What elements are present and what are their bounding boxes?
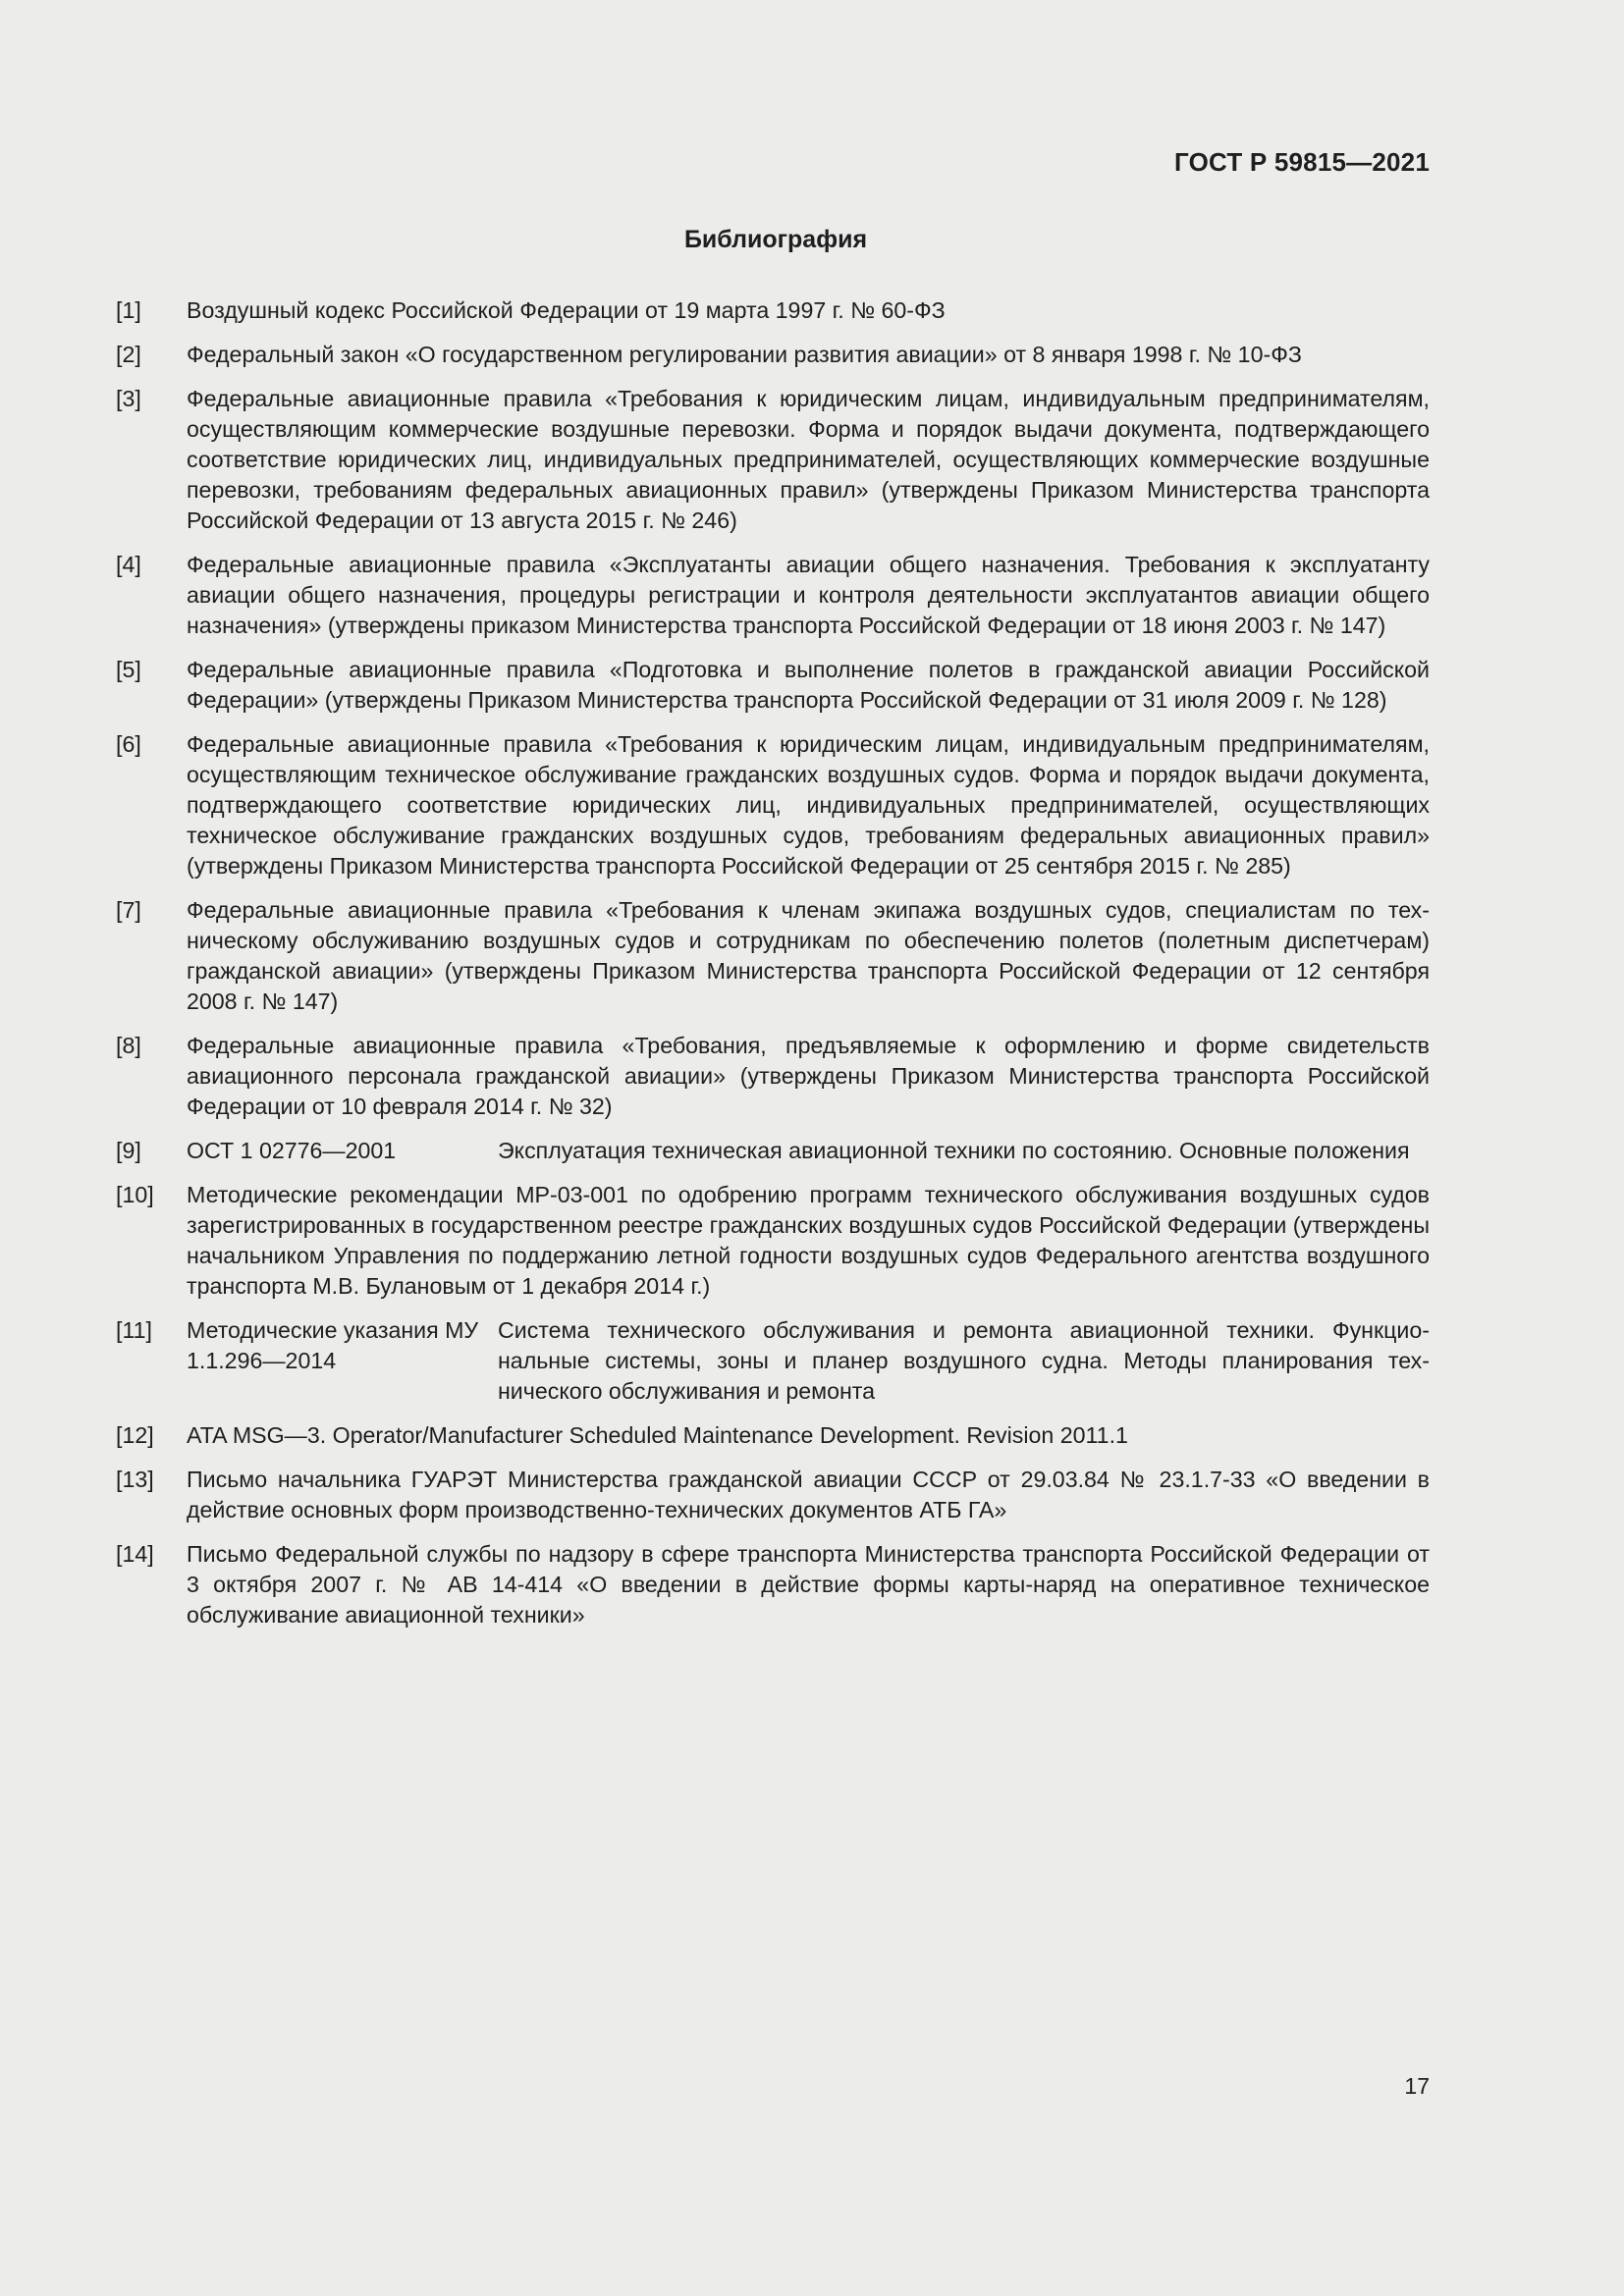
entry-number: [10]: [116, 1182, 154, 1207]
entry-designation: Методические указания МУ 1.1.296—2014: [187, 1317, 479, 1373]
bibliography-entry-3: [116, 384, 1430, 536]
entry-number: [9]: [116, 1138, 141, 1163]
entry-number: [14]: [116, 1541, 154, 1567]
bibliography-entry-13: [116, 1465, 1430, 1525]
section-title: Библиография: [683, 226, 868, 253]
entry-text: Федеральные авиационные правила «Требования к юридическим лицам, индивидуальным предпринимателям, осуществляющим техническое обслуживание гражданских воздушных судов. Форма и порядок выдачи документа, подтверждающего соответствие юридических лиц, индивидуальных предпринимателей, осуществляющих техническое обслуживание гражданских воздушных судов, требованиям федеральных авиационных правил» (утверждены Приказом Министерства транспорта Российской Федерации от 25 сентября 2015 г. № 285): [187, 731, 1430, 879]
entry-text: Федеральные авиационные правила «Требования, предъявляемые к оформлению и форме свидетельств авиационного персонала гражданской авиации» (утверждены Приказом Министерства транспорта Российской Федерации от 10 февраля 2014 г. № 32): [187, 1033, 1430, 1119]
entry-title: Система технического обслуживания и ремонта авиационной техники. Функциональные системы, зоны и планер воздушного судна. Методы планирования технического обслуживания и ремонта: [498, 1317, 1430, 1404]
bibliography-entry-1: [116, 295, 1430, 326]
entry-split: [187, 1315, 1430, 1407]
entry-text: Письмо Федеральной службы по надзору в сфере транспорта Министерства транспорта Российской Федерации от 3 октября 2007 г. № АВ 14-414 «О введении в действие формы карты-наряд на оперативное техническое обслуживание авиационной техники»: [187, 1541, 1430, 1628]
entry-text: Федеральные авиационные правила «Требования к юридическим лицам, индивидуальным предпринимателям, осуществляющим коммерческие воздушные перевозки. Форма и порядок выдачи документа, подтверждающего соответствие юридических лиц, индивидуальных предпринимателей, осуществляющих коммерческие воздушные перевозки, требованиям федеральных авиационных правил» (утверждены Приказом Министерства транспорта Российской Федерации от 13 августа 2015 г. № 246): [187, 386, 1430, 533]
bibliography-entry-5: [116, 655, 1430, 716]
bibliography-entry-10: [116, 1180, 1430, 1302]
entry-text: Письмо начальника ГУАРЭТ Министерства гражданской авиации СССР от 29.03.84 № 23.1.7-33 «О введении в действие основных форм производственно-технических документов АТБ ГА»: [187, 1467, 1430, 1522]
entry-text: Федеральные авиационные правила «Требования к членам экипажа воздушных судов, специалистам по техническому обслуживанию воздушных судов и сотрудникам по обеспечению полетов (полетным диспетчерам) гражданской авиации» (утверждены Приказом Министерства транспорта Российской Федерации от 12 сентября 2008 г. № 147): [187, 897, 1430, 1014]
entry-text: Методические рекомендации МР-03-001 по одобрению программ технического обслуживания воздушных судов зарегистрированных в государственном реестре гражданских воздушных судов Российской Федерации (утверждены начальником Управления по поддержанию летной годности воздушных судов Федерального агентства воздушного транспорта М.В. Булановым от 1 декабря 2014 г.): [187, 1182, 1430, 1299]
entry-number: [2]: [116, 342, 141, 367]
bibliography-entry-12: [116, 1420, 1430, 1451]
bibliography-entry-9: [116, 1136, 1430, 1166]
entry-number: [13]: [116, 1467, 154, 1492]
bibliography-entry-8: [116, 1031, 1430, 1122]
entry-number: [12]: [116, 1422, 154, 1448]
document-code: ГОСТ Р 59815—2021: [1174, 147, 1430, 177]
bibliography-entry-11: [116, 1315, 1430, 1407]
page-number: 17: [1404, 2073, 1430, 2099]
entry-text: Федеральные авиационные правила «Эксплуатанты авиации общего назначения. Требования к эксплуатанту авиации общего назначения, процедуры регистрации и контроля деятельности эксплуатантов авиации общего назначения» (утверждены приказом Министерства транспорта Российской Федерации от 18 июня 2003 г. № 147): [187, 552, 1430, 638]
entry-number: [6]: [116, 731, 141, 757]
entry-number: [4]: [116, 552, 141, 577]
entry-text: ATA MSG—3. Operator/Manufacturer Scheduled Maintenance Development. Revision 2011.1: [187, 1422, 1128, 1448]
entry-number: [8]: [116, 1033, 141, 1058]
bibliography-entry-6: [116, 729, 1430, 881]
entry-split: [187, 1136, 1430, 1166]
bibliography-list: [116, 295, 1430, 1644]
bibliography-entry-7: [116, 895, 1430, 1017]
entry-text: Воздушный кодекс Российской Федерации от 19 марта 1997 г. № 60-ФЗ: [187, 297, 946, 323]
entry-text: Федеральный закон «О государственном регулировании развития авиации» от 8 января 1998 г. № 10-ФЗ: [187, 342, 1302, 367]
entry-number: [1]: [116, 297, 141, 323]
entry-number: [11]: [116, 1317, 152, 1343]
bibliography-entry-2: [116, 340, 1430, 370]
entry-text: Федеральные авиационные правила «Подготовка и выполнение полетов в гражданской авиации Российской Федерации» (утверждены Приказом Министерства транспорта Российской Федерации от 31 июля 2009 г. № 128): [187, 657, 1430, 713]
entry-number: [7]: [116, 897, 141, 923]
bibliography-entry-4: [116, 550, 1430, 641]
entry-number: [5]: [116, 657, 141, 682]
bibliography-entry-14: [116, 1539, 1430, 1630]
entry-title: Эксплуатация техническая авиационной техники по состоянию. Основные положения: [498, 1138, 1410, 1163]
entry-designation: ОСТ 1 02776—2001: [187, 1138, 397, 1163]
entry-number: [3]: [116, 386, 141, 411]
